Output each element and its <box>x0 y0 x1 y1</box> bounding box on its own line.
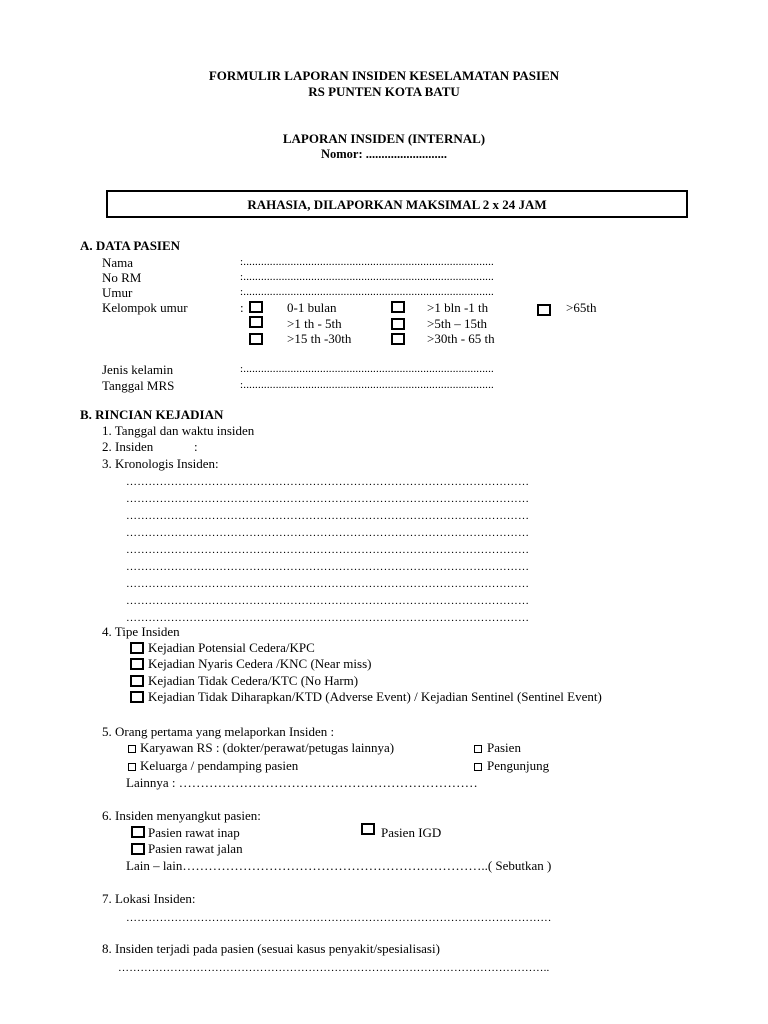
age-15-30th-label: >15 th -30th <box>287 331 352 346</box>
checkbox-age-0-1-bulan[interactable] <box>249 301 263 313</box>
tipe-knc-label: Kejadian Nyaris Cedera /KNC (Near miss) <box>148 656 372 671</box>
label-no-rm: No RM <box>102 270 142 285</box>
pelapor-lainnya[interactable]: Lainnya : …………………………………………………………… <box>126 775 478 790</box>
insiden-colon: : <box>194 439 198 454</box>
pelapor-pasien-label: Pasien <box>487 740 521 755</box>
checkbox-age-30-65th[interactable] <box>391 333 405 345</box>
item-menyangkut: 6. Insiden menyangkut pasien: <box>102 808 261 823</box>
field-no-rm[interactable]: :..................................................................................... <box>240 271 495 283</box>
checkbox-rawat-jalan[interactable] <box>131 843 145 855</box>
pelapor-keluarga-label: Keluarga / pendamping pasien <box>140 758 299 773</box>
checkbox-ktd[interactable] <box>130 691 144 703</box>
checkbox-igd[interactable] <box>361 823 375 835</box>
checkbox-pasien[interactable] <box>474 745 482 753</box>
tipe-kpc-label: Kejadian Potensial Cedera/KPC <box>148 640 315 655</box>
checkbox-pengunjung[interactable] <box>474 763 482 771</box>
menyangkut-igd-label: Pasien IGD <box>381 825 442 840</box>
hospital-name: RS PUNTEN KOTA BATU <box>308 84 460 99</box>
tipe-ktc-label: Kejadian Tidak Cedera/KTC (No Harm) <box>148 673 359 688</box>
label-umur: Umur <box>102 285 133 300</box>
field-jenis-kelamin[interactable]: :..................................................................................... <box>240 363 495 375</box>
tipe-ktd-label: Kejadian Tidak Diharapkan/KTD (Adverse Event) / Kejadian Sentinel (Sentinel Event) <box>148 689 602 704</box>
kasus-line[interactable]: …………………………………………………………………………………………………….. <box>118 962 550 974</box>
checkbox-age-15-30th[interactable] <box>249 333 263 345</box>
age-65th-label: >65th <box>566 300 597 315</box>
kronologis-line[interactable]: ……………………………………………………………………………………………… <box>126 578 530 590</box>
report-title: LAPORAN INSIDEN (INTERNAL) <box>282 131 486 146</box>
item-pelapor: 5. Orang pertama yang melaporkan Insiden : <box>102 724 335 739</box>
item-tipe-insiden: 4. Tipe Insiden <box>102 624 180 639</box>
menyangkut-rawat-inap-label: Pasien rawat inap <box>148 825 240 840</box>
checkbox-keluarga[interactable] <box>128 763 136 771</box>
kronologis-line[interactable]: ……………………………………………………………………………………………… <box>126 561 530 573</box>
checkbox-kpc[interactable] <box>130 642 144 654</box>
field-nama[interactable]: :..................................................................................... <box>240 256 495 268</box>
age-30-65th-label: >30th - 65 th <box>427 331 495 346</box>
item-lokasi: 7. Lokasi Insiden: <box>102 891 196 906</box>
age-5-15th-label: >5th – 15th <box>427 316 488 331</box>
form-title: FORMULIR LAPORAN INSIDEN KESELAMATAN PASIEN <box>208 68 560 83</box>
label-kelompok-umur: Kelompok umur <box>102 300 188 315</box>
pelapor-pengunjung-label: Pengunjung <box>487 758 550 773</box>
checkbox-age-65th[interactable] <box>537 304 551 316</box>
pelapor-karyawan-label: Karyawan RS : (dokter/perawat/petugas lainnya) <box>140 740 395 755</box>
menyangkut-lain-lain[interactable]: Lain – lain……………………………………………………………..( Sebutkan ) <box>126 858 552 873</box>
kronologis-line[interactable]: ……………………………………………………………………………………………… <box>126 544 530 556</box>
kronologis-line[interactable]: ……………………………………………………………………………………………… <box>126 595 530 607</box>
menyangkut-rawat-jalan-label: Pasien rawat jalan <box>148 841 243 856</box>
item-insiden: 2. Insiden <box>102 439 154 454</box>
checkbox-age-1-5th[interactable] <box>249 316 263 328</box>
item-kronologis: 3. Kronologis Insiden: <box>102 456 219 471</box>
label-nama: Nama <box>102 255 134 270</box>
lokasi-line[interactable]: …………………………………………………………………………………………………… <box>126 912 552 924</box>
colon: : <box>240 300 244 315</box>
item-tanggal-waktu: 1. Tanggal dan waktu insiden <box>102 423 255 438</box>
checkbox-rawat-inap[interactable] <box>131 826 145 838</box>
kronologis-line[interactable]: ……………………………………………………………………………………………… <box>126 510 530 522</box>
confidential-banner: RAHASIA, DILAPORKAN MAKSIMAL 2 x 24 JAM <box>106 190 688 218</box>
section-b-heading: B. RINCIAN KEJADIAN <box>80 407 224 422</box>
age-1bln-1th-label: >1 bln -1 th <box>427 300 489 315</box>
label-tanggal-mrs: Tanggal MRS <box>102 378 175 393</box>
field-umur[interactable]: :..................................................................................... <box>240 286 495 298</box>
item-kasus-penyakit: 8. Insiden terjadi pada pasien (sesuai kasus penyakit/spesialisasi) <box>102 941 440 956</box>
report-number: Nomor: .......................... <box>320 147 448 161</box>
age-0-1-bulan-label: 0-1 bulan <box>287 300 337 315</box>
field-tanggal-mrs[interactable]: :..................................................................................... <box>240 379 495 391</box>
checkbox-karyawan-rs[interactable] <box>128 745 136 753</box>
kronologis-line[interactable]: ……………………………………………………………………………………………… <box>126 527 530 539</box>
checkbox-age-5-15th[interactable] <box>391 318 405 330</box>
kronologis-line[interactable]: ……………………………………………………………………………………………… <box>126 612 530 624</box>
checkbox-knc[interactable] <box>130 658 144 670</box>
age-1-5th-label: >1 th - 5th <box>287 316 342 331</box>
kronologis-line[interactable]: ……………………………………………………………………………………………… <box>126 493 530 505</box>
kronologis-line[interactable]: ……………………………………………………………………………………………… <box>126 476 530 488</box>
checkbox-ktc[interactable] <box>130 675 144 687</box>
section-a-heading: A. DATA PASIEN <box>80 238 181 253</box>
checkbox-age-1bln-1th[interactable] <box>391 301 405 313</box>
label-jenis-kelamin: Jenis kelamin <box>102 362 174 377</box>
